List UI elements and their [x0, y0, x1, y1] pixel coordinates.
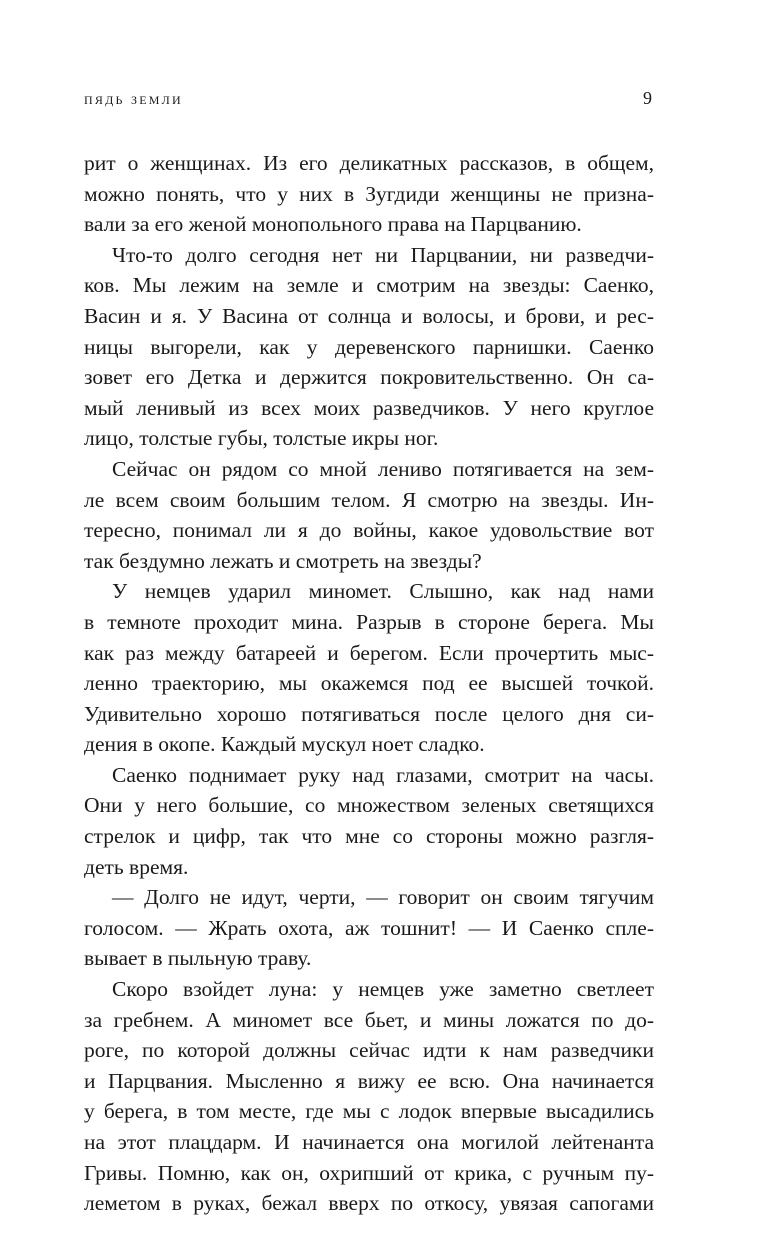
text-line: Они у него большие, со множеством зеленых светящихся: [84, 793, 654, 818]
text-line: зовет его Детка и держится покровительственно. Он са-: [84, 365, 654, 390]
running-head: [84, 88, 654, 128]
text-line: дения в окопе. Каждый мускул ноет сладко.: [84, 732, 485, 757]
text-line: тересно, понимал ли я до войны, какое удовольствие вот: [84, 518, 654, 543]
text-line: в темноте проходит мина. Разрыв в стороне берега. Мы: [84, 609, 654, 634]
text-line: Что-то долго сегодня нет ни Парцвании, ни разведчи-: [112, 242, 654, 267]
text-line: можно понять, что у них в Зугдиди женщины не призна-: [84, 181, 654, 206]
text-line: ленно траекторию, мы окажемся под ее высшей точкой.: [84, 671, 654, 696]
paragraph: [84, 974, 654, 1219]
paragraph: [84, 148, 654, 240]
text-line: голосом. — Жрать охота, аж тошнит! — И Саенко спле-: [84, 915, 654, 940]
text-line: рит о женщинах. Из его деликатных рассказов, в общем,: [84, 151, 654, 175]
page-number: 9: [643, 88, 652, 108]
text-line: Удивительно хорошо потягиваться после целого дня си-: [84, 701, 654, 726]
text-line: леметом в руках, бежал вверх по откосу, увязая сапогами: [84, 1191, 654, 1216]
text-line: — Долго не идут, черти, — говорит он своим тягучим: [112, 885, 654, 910]
paragraph: [84, 454, 654, 576]
text-line: Саенко поднимает руку над глазами, смотрит на часы.: [112, 762, 654, 787]
text-line: ков. Мы лежим на земле и смотрим на звезды: Саенко,: [84, 273, 654, 298]
text-line: лицо, толстые губы, толстые икры ног.: [84, 426, 439, 451]
text-line: как раз между батареей и берегом. Если прочертить мыс-: [84, 640, 654, 665]
text-line: у берега, в том месте, где мы с лодок впервые высадились: [84, 1099, 654, 1124]
text-line: Гривы. Помню, как он, охрипший от крика, с ручным пу-: [84, 1160, 654, 1185]
text-line: У немцев ударил миномет. Слышно, как над нами: [112, 579, 654, 604]
text-line: стрелок и цифр, так что мне со стороны можно разгля-: [84, 824, 654, 849]
text-line: за гребнем. А миномет все бьет, и мины ложатся по до-: [84, 1007, 654, 1032]
text-line: мый ленивый из всех моих разведчиков. У него круглое: [84, 395, 654, 420]
paragraph: [84, 576, 654, 760]
text-line: вывает в пыльную траву.: [84, 946, 312, 971]
text-line: на этот плацдарм. И начинается она могилой лейтенанта: [84, 1130, 654, 1154]
text-line: Сейчас он рядом со мной лениво потягивается на зем-: [112, 456, 654, 481]
paragraph: [84, 882, 654, 974]
book-page: [84, 88, 654, 1219]
text-line: так бездумно лежать и смотреть на звезды?: [84, 548, 482, 573]
text-line: ницы выгорели, как у деревенского парнишки. Саенко: [84, 334, 654, 359]
text-line: Васин и я. У Васина от солнца и волосы, и брови, и рес-: [84, 303, 654, 328]
text-line: Скоро взойдет луна: у немцев уже заметно светлеет: [112, 977, 654, 1002]
text-line: и Парцвания. Мысленно я вижу ее всю. Она начинается: [84, 1068, 654, 1093]
body-text: [84, 148, 654, 1219]
paragraph: [84, 240, 654, 454]
text-line: роге, по которой должны сейчас идти к нам разведчики: [84, 1038, 654, 1063]
text-line: ле всем своим большим телом. Я смотрю на звезды. Ин-: [84, 487, 654, 512]
text-line: деть время.: [84, 854, 189, 879]
paragraph: [84, 760, 654, 882]
text-line: вали за его женой монопольного права на Парцванию.: [84, 212, 582, 237]
book-title: пядь земли: [84, 89, 183, 108]
